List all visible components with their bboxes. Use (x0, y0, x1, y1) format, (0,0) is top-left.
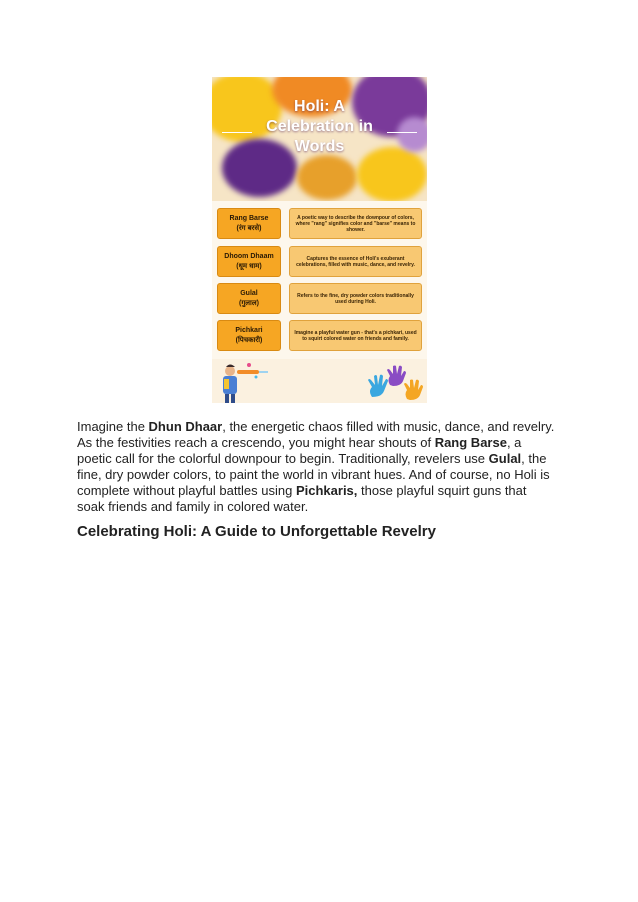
term-hindi: (गुलाल) (239, 300, 259, 307)
term-description: Imagine a playful water gun - that's a pichkari, used to squirt colored water on friends and family. (289, 320, 422, 351)
section-heading: Celebrating Holi: A Guide to Unforgettable Revelry (77, 523, 436, 540)
term-box (217, 283, 281, 314)
hand-print-icons (368, 366, 423, 401)
bold-term-gulal: Gulal (488, 451, 522, 466)
holi-infographic (212, 77, 427, 403)
term-description: Refers to the fine, dry powder colors traditionally used during Holi. (289, 283, 422, 314)
term-row-gulal (212, 283, 427, 314)
text-segment: those playful squirt guns that soak friends and family in colored water. (77, 483, 527, 514)
term-name: Gulal (240, 290, 258, 297)
term-box (217, 246, 281, 277)
footer-illustration (212, 359, 427, 403)
title-line-2: Celebration in (266, 118, 373, 135)
title-line-1: Holi: A (294, 98, 345, 115)
body-paragraph (77, 419, 557, 515)
term-box (217, 320, 281, 351)
term-row-pichkari (212, 320, 427, 351)
term-hindi: (धूम धाम) (236, 263, 262, 270)
bold-term-dhun-dhaar: Dhun Dhaar (148, 419, 223, 434)
term-name: Pichkari (235, 327, 263, 334)
child-with-pichkari-illustration (223, 363, 268, 403)
text-segment: , the energetic chaos filled with music, dance, and revelry. As the festivities reach a crescendo, you might hear shouts of (77, 419, 555, 450)
text-segment: , the fine, dry powder colors, to paint the world in vibrant hues. And of course, no Holi is complete without playful battles using (77, 451, 550, 498)
text-segment: , a poetic call for the colorful downpour to begin. Traditionally, revelers use (77, 435, 522, 466)
infographic-hero (212, 77, 427, 201)
term-description: A poetic way to describe the downpour of colors, where "rang" signifies color and "barse" means to shower. (289, 208, 422, 239)
infographic-footer-illustration (212, 359, 427, 403)
infographic-title (212, 97, 427, 157)
term-hindi: (पिचकारी) (235, 337, 263, 344)
title-line-3: Words (294, 138, 345, 155)
text-segment: Imagine the (77, 419, 149, 434)
term-row-dhoom-dhaam (212, 246, 427, 277)
term-box (217, 208, 281, 239)
term-hindi: (रंग बरसे) (236, 225, 262, 232)
term-row-rang-barse (212, 208, 427, 239)
term-name: Rang Barse (229, 215, 269, 222)
term-name: Dhoom Dhaam (224, 253, 274, 260)
bold-term-rang-barse: Rang Barse (434, 435, 507, 450)
term-description: Captures the essence of Holi's exuberant celebrations, filled with music, dance, and revelry. (289, 246, 422, 277)
bold-term-pichkaris: Pichkaris, (295, 483, 358, 498)
orange-color-splash (297, 155, 357, 200)
